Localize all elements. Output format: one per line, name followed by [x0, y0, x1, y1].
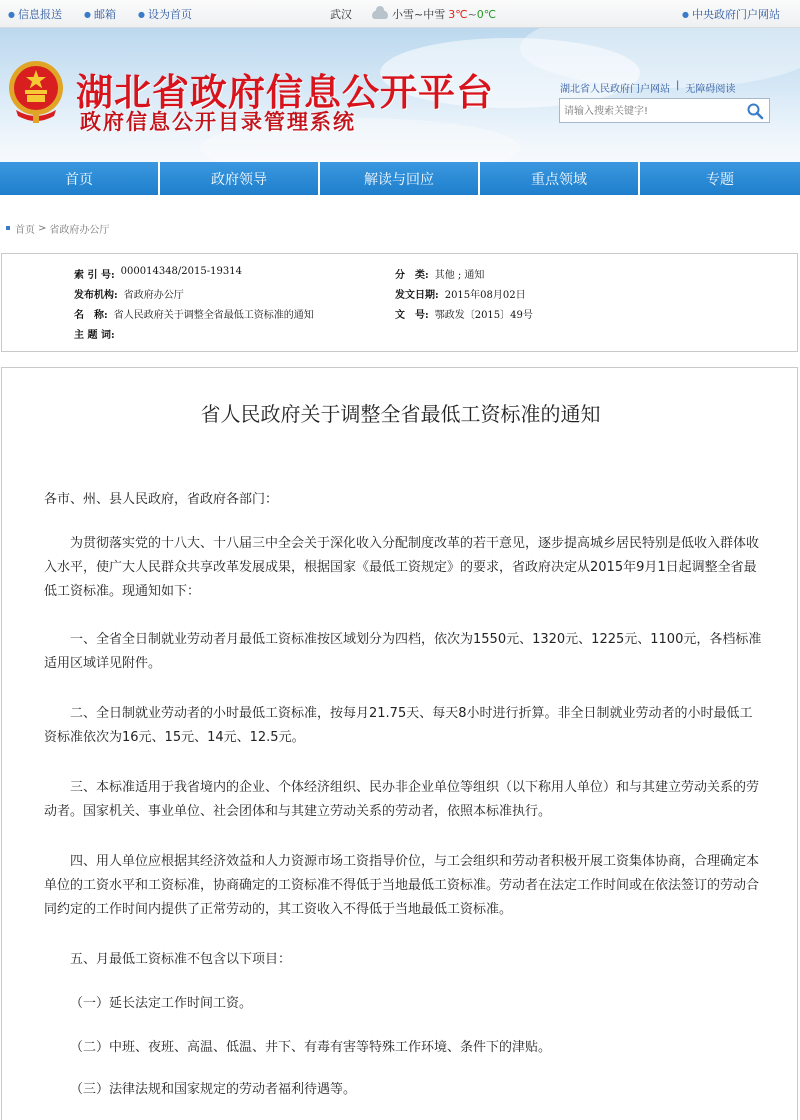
meta-index	[74, 266, 242, 281]
bullet-icon: ●	[83, 9, 91, 19]
document-title: 省人民政府关于调整全省最低工资标准的通知	[200, 402, 601, 426]
top-link-mailbox[interactable]	[84, 6, 116, 22]
header-banner	[0, 28, 800, 162]
main-nav	[0, 162, 800, 195]
top-link-label: 信息报送	[17, 8, 62, 21]
paragraph-1: 一、全省全日制就业劳动者月最低工资标准按区域划分为四档，依次为1550元、1320元、1225元、1100元，各档标准适用区域详见附件。	[44, 632, 762, 671]
meta-publisher-label: 发布机构:	[74, 290, 118, 301]
temp-separator: ~	[467, 7, 477, 21]
meta-date-value: 2015年08月02日	[444, 290, 526, 301]
central-gov-portal-label: 中央政府门户网站	[692, 8, 780, 21]
site-title: 湖北省政府信息公开平台	[76, 71, 494, 114]
meta-publisher-value: 省政府办公厅	[123, 290, 184, 301]
top-link-set-homepage[interactable]	[138, 6, 192, 22]
meta-index-value: 000014348/2015-19314	[120, 266, 242, 277]
meta-docno	[395, 306, 533, 321]
breadcrumb	[6, 220, 109, 236]
meta-name	[74, 306, 314, 321]
top-link-label: 邮箱	[93, 8, 116, 21]
meta-name-label: 名 称:	[74, 310, 108, 321]
top-link-info-submit[interactable]	[8, 6, 62, 22]
meta-date-label: 发文日期:	[395, 290, 439, 301]
search-box	[559, 98, 770, 123]
breadcrumb-home[interactable]: 首页	[15, 224, 35, 236]
meta-date	[395, 286, 526, 301]
nav-item-topics[interactable]: 专题	[640, 162, 800, 195]
paragraph-2: 二、全日制就业劳动者的小时最低工资标准，按每月21.75天、每天8小时进行折算。非全日制就业劳动者的小时最低工资标准依次为16元、15元、14元、12.5元。	[44, 706, 753, 745]
meta-publisher	[74, 286, 184, 301]
national-emblem-icon	[6, 58, 66, 124]
breadcrumb-separator: >	[38, 222, 47, 234]
paragraph-5-item-3: （三）法律法规和国家规定的劳动者福利待遇等。	[70, 1082, 357, 1097]
breadcrumb-marker-icon	[6, 226, 10, 230]
top-link-label: 设为首页	[147, 8, 192, 21]
nav-item-key-areas[interactable]: 重点领域	[480, 162, 638, 195]
meta-name-value: 省人民政府关于调整全省最低工资标准的通知	[113, 310, 314, 321]
meta-category-label: 分 类:	[395, 270, 429, 281]
meta-docno-label: 文 号:	[395, 310, 429, 321]
snow-cloud-icon	[372, 10, 388, 19]
temp-low: 0℃	[476, 7, 497, 21]
weather-widget	[330, 0, 496, 28]
central-gov-portal-link[interactable]	[682, 0, 780, 28]
top-bar	[0, 0, 800, 28]
meta-category	[395, 266, 484, 281]
search-icon[interactable]	[746, 102, 764, 120]
document-metadata	[1, 253, 798, 352]
nav-item-leaders[interactable]: 政府领导	[160, 162, 318, 195]
weather-desc: 小雪~中雪	[392, 8, 446, 21]
paragraph-intro: 为贯彻落实党的十八大、十八届三中全会关于深化收入分配制度改革的若干意见，逐步提高城乡居民特别是低收入群体收入水平，使广大人民群众共享改革发展成果，根据国家《最低工资规定》的要求，省政府决定从2015年9月1日起调整全省最低工资标准。现通知如下：	[44, 536, 760, 599]
bullet-icon: ●	[682, 9, 689, 19]
meta-keywords	[74, 326, 115, 341]
paragraph-5-item-1: （一）延长法定工作时间工资。	[70, 996, 253, 1011]
meta-docno-value: 鄂政发〔2015〕49号	[434, 310, 533, 321]
nav-item-home[interactable]: 首页	[0, 162, 158, 195]
breadcrumb-current[interactable]: 省政府办公厅	[49, 224, 110, 236]
document-content	[1, 367, 798, 1120]
bullet-icon: ●	[8, 9, 15, 19]
paragraph-5-item-2: （二）中班、夜班、高温、低温、井下、有毒有害等特殊工作环境、条件下的津贴。	[70, 1040, 552, 1055]
accessible-reading-link[interactable]: 无障碍阅读	[685, 84, 736, 95]
temp-high: 3℃	[448, 7, 468, 21]
meta-index-label: 索 引 号:	[74, 270, 115, 281]
meta-keywords-label: 主 题 词:	[74, 330, 115, 341]
paragraph-5: 五、月最低工资标准不包含以下项目：	[70, 952, 292, 967]
meta-category-value: 其他 ; 通知	[434, 270, 485, 281]
salutation: 各市、州、县人民政府，省政府各部门：	[44, 492, 279, 507]
paragraph-4: 四、用人单位应根据其经济效益和人力资源市场工资指导价位，与工会组织和劳动者积极开展工资集体协商，合理确定本单位的工资水平和工资标准，协商确定的工资标准不得低于当地最低工资标准。劳动者在法定工作时间或在依法签订的劳动合同约定的工作时间内提供了正常劳动的，其工资收入不得低于当地最低工资标准。	[44, 854, 760, 917]
site-subtitle: 政府信息公开目录管理系统	[80, 110, 356, 134]
link-separator: |	[676, 80, 680, 91]
header-portal-links	[560, 80, 735, 95]
top-links	[8, 0, 214, 28]
nav-item-interpretation[interactable]: 解读与回应	[320, 162, 478, 195]
weather-city: 武汉	[330, 8, 352, 21]
bullet-icon: ●	[137, 9, 145, 19]
provincial-portal-link[interactable]: 湖北省人民政府门户网站	[560, 84, 670, 95]
paragraph-3: 三、本标准适用于我省境内的企业、个体经济组织、民办非企业单位等组织（以下称用人单位）和与其建立劳动关系的劳动者。国家机关、事业单位、社会团体和与其建立劳动关系的劳动者，依照本标准执行。	[44, 780, 760, 819]
search-input[interactable]	[560, 100, 740, 123]
